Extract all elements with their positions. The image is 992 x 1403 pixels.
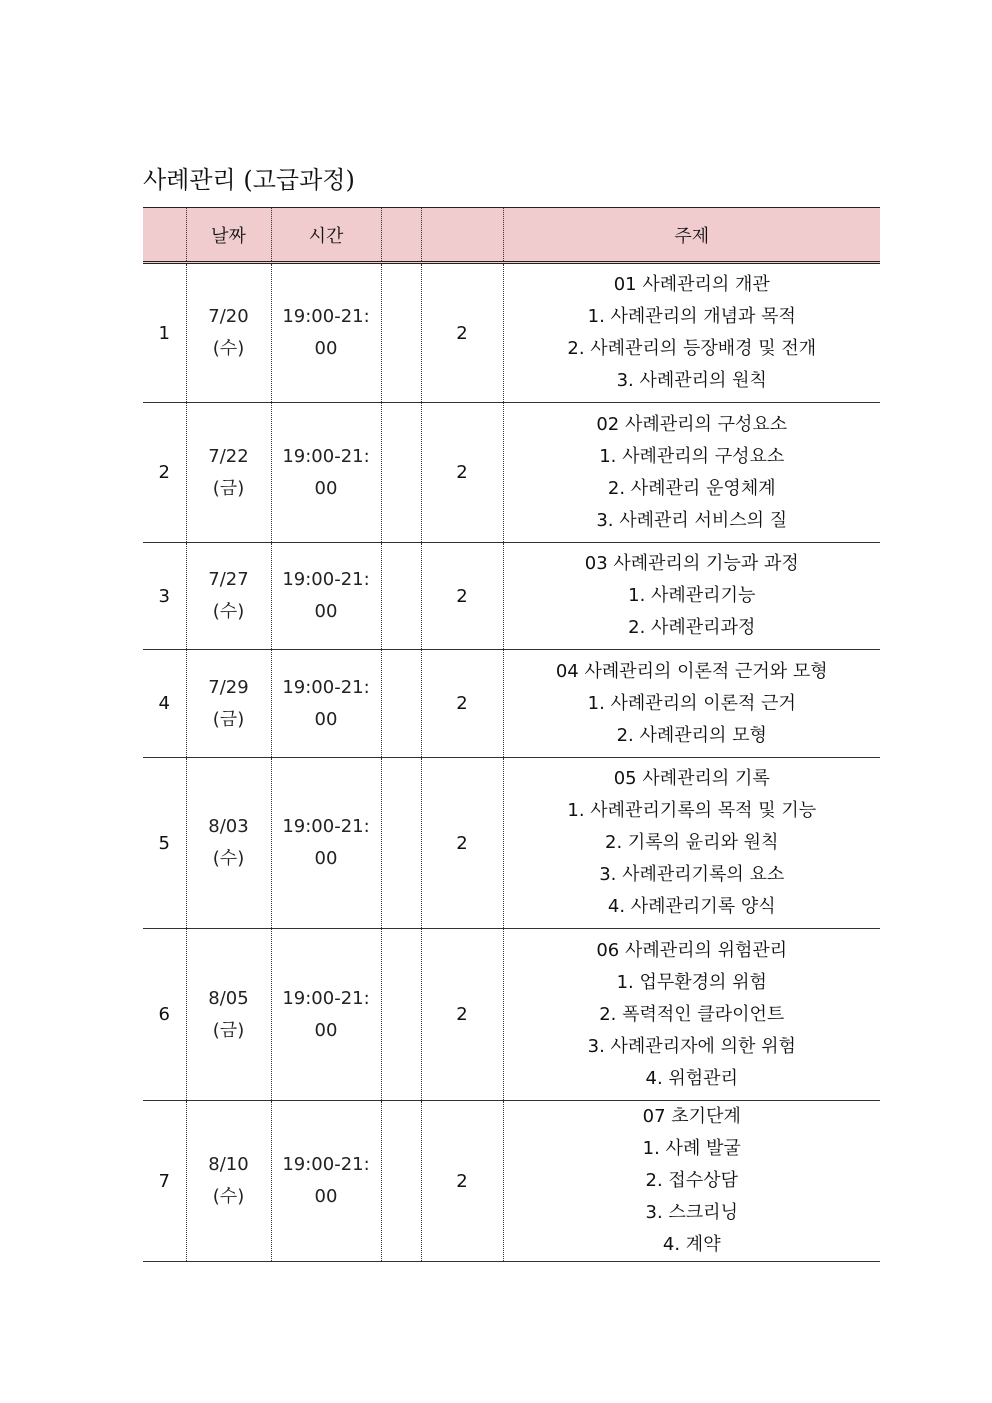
session-day: (수) [212,1186,245,1207]
session-hours: 2 [421,929,503,1101]
session-row [143,929,880,1101]
session-topics [503,929,880,1101]
session-time-start: 19:00-21: [282,569,370,590]
session-number: 3 [143,543,186,650]
session-time-end: 00 [314,708,338,730]
topic-item: 2. 사례관리의 등장배경 및 전개 [567,338,817,359]
header-topic: 주제 [503,208,880,263]
topic-heading: 06 사례관리의 위험관리 [596,939,788,961]
session-topics [503,1101,880,1262]
topic-item: 3. 사례관리자에 의한 위험 [587,1035,796,1057]
topic-item: 2. 사례관리의 모형 [616,724,767,746]
session-topics [503,403,880,543]
session-time [271,758,381,929]
session-time [271,1101,381,1262]
session-time-start: 19:00-21: [282,816,370,837]
session-time-start: 19:00-21: [282,987,370,1009]
session-time-end: 00 [314,1186,338,1207]
session-time [271,929,381,1101]
header-number [143,208,186,263]
session-number: 5 [143,758,186,929]
session-date-value: 8/10 [208,1154,249,1175]
header-time: 시간 [271,208,381,263]
session-date [186,1101,271,1262]
session-time-start: 19:00-21: [282,445,370,467]
session-day: (금) [212,477,245,499]
topic-item: 3. 사례관리기록의 요소 [599,864,785,885]
session-blank [381,403,421,543]
topic-item: 1. 사례관리기록의 목적 및 기능 [567,800,817,821]
session-date [186,543,271,650]
topic-item: 2. 기록의 윤리와 원칙 [605,832,779,853]
session-number: 6 [143,929,186,1101]
session-topics [503,758,880,929]
session-date-value: 7/22 [208,445,249,467]
topic-item: 2. 폭력적인 클라이언트 [599,1003,785,1025]
session-row [143,758,880,929]
session-time-end: 00 [314,848,338,869]
session-hours: 2 [421,1101,503,1262]
session-time [271,263,381,403]
session-day: (금) [212,708,245,730]
session-date [186,403,271,543]
session-row [143,263,880,403]
topic-item: 3. 스크리닝 [645,1202,738,1223]
session-hours: 2 [421,758,503,929]
session-time-start: 19:00-21: [282,676,370,698]
session-date-value: 7/29 [208,676,249,698]
session-day: (수) [212,338,245,359]
topic-item: 1. 사례관리의 이론적 근거 [587,692,796,714]
session-row [143,1101,880,1262]
session-day: (수) [212,601,245,622]
topic-item: 3. 사례관리 서비스의 질 [596,509,788,531]
session-time [271,543,381,650]
header-date: 날짜 [186,208,271,263]
session-hours: 2 [421,650,503,758]
session-date [186,758,271,929]
session-date-value: 7/27 [208,569,249,590]
topic-item: 4. 계약 [662,1234,721,1255]
topic-heading: 05 사례관리의 기록 [613,768,770,789]
topic-heading: 01 사례관리의 개관 [613,274,770,295]
topic-item: 1. 사례 발굴 [642,1138,741,1159]
topic-item: 1. 업무환경의 위험 [616,971,767,993]
session-time-end: 00 [314,601,338,622]
session-hours: 2 [421,263,503,403]
session-date [186,263,271,403]
session-date-value: 7/20 [208,306,249,327]
session-time [271,650,381,758]
session-number: 7 [143,1101,186,1262]
topic-item: 4. 사례관리기록 양식 [607,896,776,917]
session-number: 2 [143,403,186,543]
session-time [271,403,381,543]
session-number: 1 [143,263,186,403]
topic-item: 4. 위험관리 [645,1067,738,1089]
session-time-end: 00 [314,338,338,359]
session-hours: 2 [421,403,503,543]
topic-heading: 03 사례관리의 기능과 과정 [584,553,799,574]
session-topics [503,543,880,650]
session-day: (금) [212,1019,245,1041]
schedule-table [143,207,880,1262]
session-hours: 2 [421,543,503,650]
session-number: 4 [143,650,186,758]
page-title: 사례관리 (고급과정) [143,166,355,194]
session-time-end: 00 [314,477,338,499]
session-blank [381,263,421,403]
session-blank [381,929,421,1101]
session-blank [381,543,421,650]
topic-item: 1. 사례관리의 구성요소 [599,445,785,467]
topic-item: 1. 사례관리의 개념과 목적 [587,306,796,327]
topic-item: 2. 접수상담 [645,1170,738,1191]
topic-heading: 07 초기단계 [642,1106,741,1127]
header-hours [421,208,503,263]
session-date [186,650,271,758]
header-row [143,208,880,263]
session-topics [503,650,880,758]
session-row [143,543,880,650]
session-date-value: 8/05 [208,987,249,1009]
session-row [143,650,880,758]
session-blank [381,650,421,758]
session-date-value: 8/03 [208,816,249,837]
session-day: (수) [212,848,245,869]
session-time-end: 00 [314,1019,338,1041]
session-blank [381,1101,421,1262]
session-row [143,403,880,543]
session-topics [503,263,880,403]
session-blank [381,758,421,929]
session-date [186,929,271,1101]
header-blank [381,208,421,263]
topic-item: 2. 사례관리과정 [628,617,756,638]
topic-heading: 04 사례관리의 이론적 근거와 모형 [555,660,828,682]
topic-item: 2. 사례관리 운영체계 [607,477,776,499]
topic-item: 1. 사례관리기능 [628,585,756,606]
session-time-start: 19:00-21: [282,306,370,327]
topic-heading: 02 사례관리의 구성요소 [596,413,788,435]
session-time-start: 19:00-21: [282,1154,370,1175]
topic-item: 3. 사례관리의 원칙 [616,370,767,391]
